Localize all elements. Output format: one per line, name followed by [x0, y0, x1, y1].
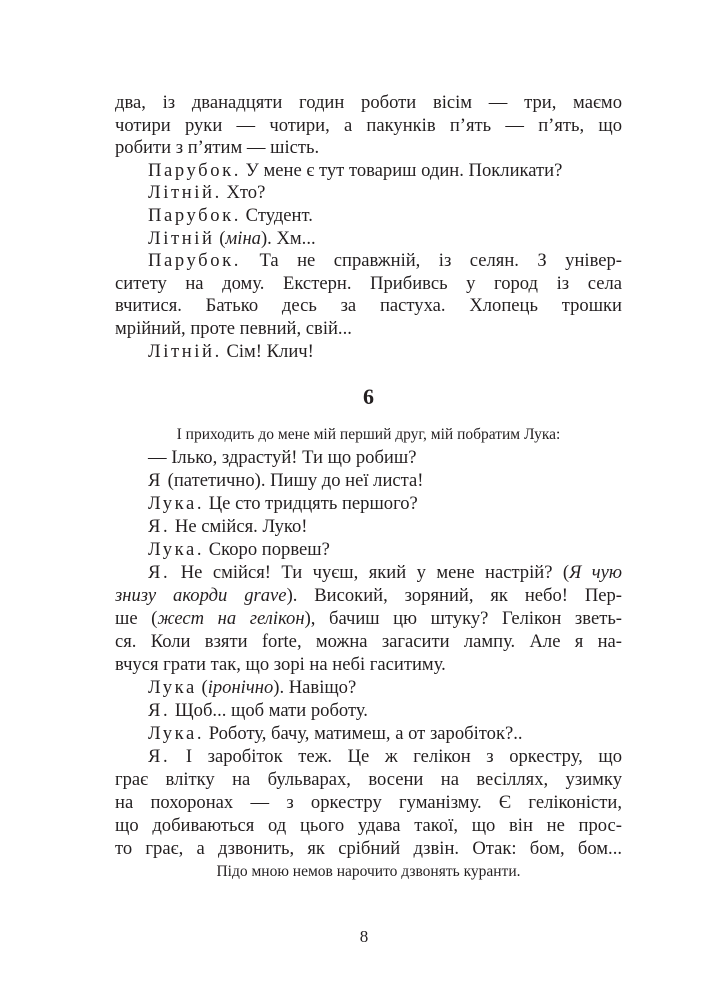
- speaker-name: Я.: [148, 746, 171, 768]
- text-line: [115, 137, 622, 160]
- intro-line: І приходить до мене мій перший друг, мій побратим Лука:: [176, 426, 561, 444]
- text-span: Не смійся! Ти чуєш, який у мене настрій? (: [170, 562, 570, 584]
- text-line: [115, 92, 622, 115]
- speaker-name: Лука: [148, 677, 197, 699]
- text-line: [115, 607, 622, 630]
- text-line: [115, 837, 622, 860]
- italic-remark: іронічно: [207, 677, 274, 699]
- speaker-name: Я.: [148, 516, 171, 538]
- text-line: [115, 205, 622, 228]
- text-span: Не смійся. Луко!: [170, 516, 308, 538]
- text-line: [115, 584, 622, 607]
- text-line: [115, 676, 622, 699]
- text-span: (: [196, 677, 208, 699]
- text-block-dialogue: [115, 446, 622, 860]
- text-line: [115, 630, 622, 653]
- text-line: [115, 446, 622, 469]
- text-span: ся. Коли взяти forte, можна загасити лампу. Але я на-: [115, 631, 622, 653]
- text-span: ), бачиш цю штуку? Гелікон зветь-: [304, 608, 622, 630]
- italic-remark: міна: [225, 227, 261, 249]
- text-span: (патетично). Пишу до неї листа!: [163, 470, 424, 492]
- text-span: — Ілько, здрастуй! Ти що робиш?: [148, 447, 417, 469]
- speaker-name: Літній: [148, 227, 215, 249]
- text-span: І заробіток теж. Це ж гелікон з оркестру, що: [170, 746, 622, 768]
- text-line: [115, 699, 622, 722]
- speaker-name: Парубок.: [148, 250, 242, 272]
- text-line: [115, 561, 622, 584]
- text-span: У мене є тут товариш один. Покликати?: [241, 159, 563, 181]
- text-span: Хто?: [221, 182, 266, 204]
- italic-remark: жест на гелікон: [157, 608, 305, 630]
- text-line: [115, 115, 622, 138]
- text-span: ). Навіщо?: [273, 677, 357, 699]
- speaker-name: Лука.: [148, 539, 205, 561]
- text-span: вчитися. Батько десь за пастуха. Хлопець трошки: [115, 295, 622, 317]
- page-text-column: [115, 92, 622, 883]
- text-line: [115, 492, 622, 515]
- speaker-name: Літній.: [148, 340, 222, 362]
- speaker-name: Літній.: [148, 182, 222, 204]
- section-number: 6: [363, 384, 374, 410]
- text-span: що добиваються од цього удава такої, що він не прос-: [115, 815, 622, 837]
- speaker-name: Я: [148, 470, 164, 492]
- text-span: (: [214, 227, 226, 249]
- text-line: [115, 318, 622, 341]
- text-line: [115, 250, 622, 273]
- speaker-name: Я.: [148, 562, 171, 584]
- text-span: то грає, а дзвонить, як срібний дзвін. Отак: бом, бом...: [115, 838, 622, 860]
- speaker-name: Парубок.: [148, 159, 242, 181]
- text-span: чотири руки — чотири, а пакунків п’ять — п’ять, що: [115, 114, 622, 136]
- text-span: робити з п’ятим — шість.: [115, 137, 320, 159]
- text-line: [115, 814, 622, 837]
- text-line: [115, 722, 622, 745]
- text-line: [115, 745, 622, 768]
- italic-remark: Я чую: [569, 562, 622, 584]
- stage-direction: Підо мною немов нарочито дзвонять куранти.: [216, 863, 521, 881]
- text-span: Студент.: [241, 204, 313, 226]
- page-number: 8: [359, 927, 369, 946]
- text-span: два, із дванадцяти годин роботи вісім — три, маємо: [115, 92, 622, 113]
- text-span: Та не справжній, із селян. З універ-: [241, 250, 622, 272]
- text-span: вчуся грати так, що зорі на небі гаситиму.: [115, 654, 446, 676]
- text-span: Це сто тридцять першого?: [204, 493, 418, 515]
- text-line: [115, 791, 622, 814]
- text-line: [115, 182, 622, 205]
- text-span: Скоро порвеш?: [204, 539, 330, 561]
- text-span: ситету на дому. Екстерн. Прибивсь у город із села: [115, 272, 622, 294]
- speaker-name: Лука.: [148, 493, 205, 515]
- text-span: Щоб... щоб мати роботу.: [170, 700, 368, 722]
- text-line: [115, 228, 622, 251]
- text-line: [115, 295, 622, 318]
- text-span: ше (: [115, 608, 158, 630]
- text-line: [115, 469, 622, 492]
- text-span: ). Високий, зоряний, як небо! Пер-: [286, 585, 622, 607]
- text-line: [115, 768, 622, 791]
- text-line: [115, 538, 622, 561]
- text-line: [115, 273, 622, 296]
- text-span: на похоронах — з оркестру гуманізму. Є геліконісти,: [115, 792, 622, 814]
- text-span: мрійний, проте певний, свій...: [115, 317, 352, 339]
- text-span: ). Хм...: [260, 227, 316, 249]
- text-line: [115, 160, 622, 183]
- text-span: Роботу, бачу, матимеш, а от заробіток?..: [204, 723, 523, 745]
- text-line: [115, 653, 622, 676]
- text-line: [115, 341, 622, 364]
- italic-remark: знизу акорди grave: [115, 585, 287, 607]
- text-block-top: [115, 92, 622, 363]
- text-span: Сім! Клич!: [221, 340, 314, 362]
- speaker-name: Лука.: [148, 723, 205, 745]
- speaker-name: Я.: [148, 700, 171, 722]
- text-span: грає влітку на бульварах, восени на весіллях, узимку: [115, 769, 622, 791]
- speaker-name: Парубок.: [148, 204, 242, 226]
- text-line: [115, 515, 622, 538]
